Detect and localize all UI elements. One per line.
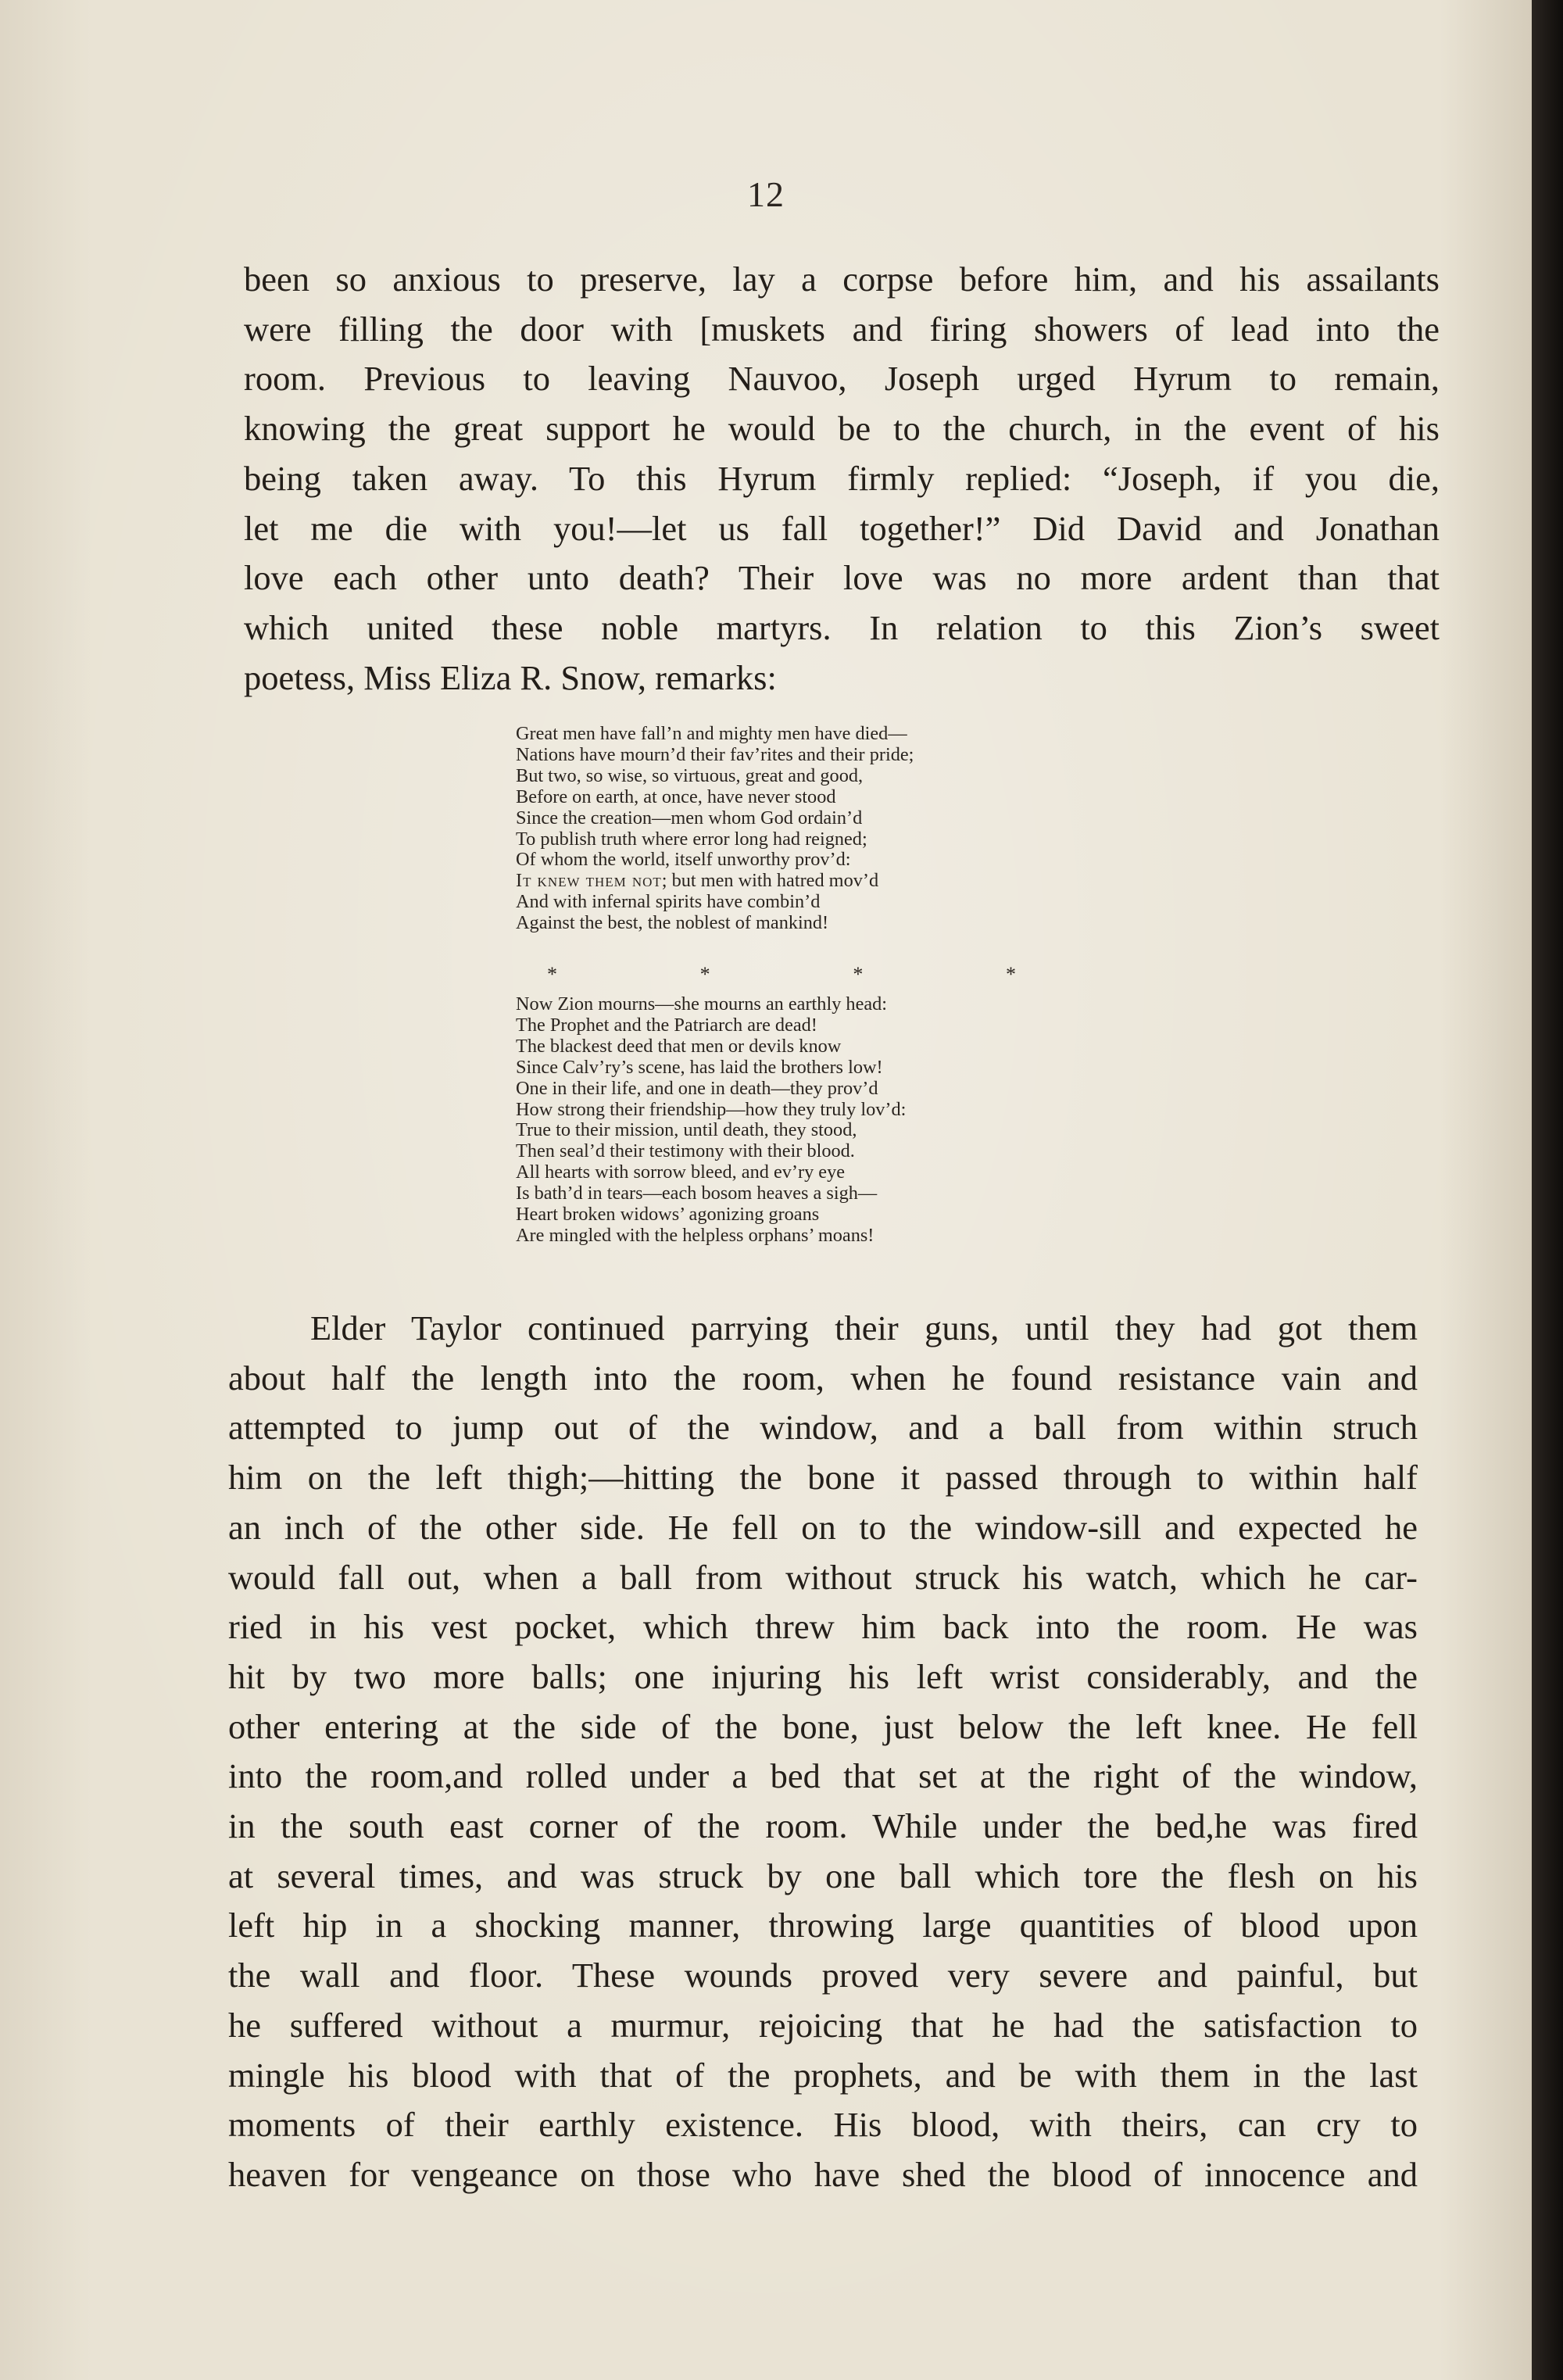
text-line: poetess, Miss Eliza R. Snow, remarks:	[244, 657, 777, 697]
verse-line: The blackest deed that men or devils know	[516, 1035, 842, 1057]
verse-line: Great men have fall’n and mighty men have died—	[516, 723, 907, 744]
text-line: attempted to jump out of the window, and a ball from within struch	[228, 1408, 1418, 1448]
text-line: an inch of the other side. He fell on to the window-sill and expected he	[228, 1507, 1418, 1547]
verse-line: Since the creation—men whom God ordain’d	[516, 807, 863, 829]
verse-line: How strong their friendship—how they truly lov’d:	[516, 1098, 907, 1120]
verse-line: Then seal’d their testimony with their blood.	[516, 1140, 855, 1162]
verse-line: Against the best, the noblest of mankind!	[516, 912, 829, 934]
text-line: been so anxious to preserve, lay a corpse before him, and his assailants	[244, 259, 1440, 299]
text-line: mingle his blood with that of the prophets, and be with them in the last	[228, 2055, 1418, 2095]
verse-line: It knew them not; but men with hatred mov’d	[516, 870, 879, 892]
verse-line: Heart broken widows’ agonizing groans	[516, 1204, 820, 1226]
text-line: love each other unto death? Their love was no more ardent than that	[244, 558, 1440, 598]
verse-line: Since Calv’ry’s scene, has laid the brothers low!	[516, 1056, 883, 1078]
verse-line: But two, so wise, so virtuous, great and good,	[516, 764, 864, 786]
text-line: heaven for vengeance on those who have shed the blood of innocence and	[228, 2154, 1418, 2194]
page-edge-shadow	[1532, 0, 1563, 2380]
text-line: he suffered without a murmur, rejoicing that he had the satisfaction to	[228, 2005, 1418, 2045]
text-line: in the south east corner of the room. While under the bed,he was fired	[228, 1806, 1418, 1846]
verse-line: True to their mission, until death, they stood,	[516, 1119, 857, 1141]
verse-line: Before on earth, at once, have never stood	[516, 786, 836, 807]
verse-line: One in their life, and one in death—they prov’d	[516, 1077, 878, 1099]
poem-stanza-2	[516, 994, 1055, 1247]
text-line: left hip in a shocking manner, throwing large quantities of blood upon	[228, 1906, 1418, 1945]
verse-line: And with infernal spirits have combin’d	[516, 891, 821, 913]
asterisk: *	[1005, 963, 1016, 986]
text-line: into the room,and rolled under a bed that set at the right of the window,	[228, 1756, 1418, 1796]
verse-line: Now Zion mourns—she mourns an earthly head:	[516, 993, 888, 1015]
text-line: being taken away. To this Hyrum firmly replied: “Joseph, if you die,	[244, 458, 1440, 498]
smallcaps-emphasis: It knew them not	[516, 870, 662, 892]
verse-line: Of whom the world, itself unworthy prov’d:	[516, 849, 851, 871]
text-line: were filling the door with [muskets and firing showers of lead into the	[244, 309, 1440, 349]
verse-line: The Prophet and the Patriarch are dead!	[516, 1014, 817, 1036]
text-line: hit by two more balls; one injuring his left wrist considerably, and the	[228, 1656, 1418, 1696]
page-number: 12	[747, 174, 785, 214]
paragraph-1	[244, 255, 1440, 703]
text-line: ried in his vest pocket, which threw him back into the room. He was	[228, 1607, 1418, 1647]
text-line: would fall out, when a ball from without struck his watch, which he car-	[228, 1557, 1418, 1597]
text-line: knowing the great support he would be to the church, in the event of his	[244, 409, 1440, 449]
text-line: at several times, and was struck by one ball which tore the flesh on his	[228, 1856, 1418, 1895]
text-line: let me die with you!—let us fall together!” Did David and Jonathan	[244, 508, 1440, 548]
verse-line: All hearts with sorrow bleed, and ev’ry eye	[516, 1161, 846, 1183]
poem-stanza-1	[516, 724, 1055, 934]
verse-line: Are mingled with the helpless orphans’ moans!	[516, 1224, 874, 1246]
verse-line: To publish truth where error long had reigned;	[516, 828, 867, 850]
asterisk: *	[699, 963, 710, 986]
text-line: Elder Taylor continued parrying their guns, until they had got them	[310, 1308, 1418, 1347]
paragraph-2	[228, 1304, 1418, 2200]
text-line: room. Previous to leaving Nauvoo, Joseph urged Hyrum to remain,	[244, 359, 1440, 399]
asterism-divider	[547, 963, 1016, 986]
text-line: the wall and floor. These wounds proved very severe and painful, but	[228, 1956, 1418, 1995]
text-line: other entering at the side of the bone, just below the left knee. He fell	[228, 1706, 1418, 1746]
verse-line: Nations have mourn’d their fav’rites and their pride;	[516, 743, 914, 765]
text-line: moments of their earthly existence. His blood, with theirs, can cry to	[228, 2105, 1418, 2145]
text-line: him on the left thigh;—hitting the bone it passed through to within half	[228, 1458, 1418, 1498]
verse-line: Is bath’d in tears—each bosom heaves a sigh—	[516, 1183, 878, 1204]
asterisk: *	[853, 963, 864, 986]
text-line: which united these noble martyrs. In relation to this Zion’s sweet	[244, 607, 1440, 647]
text-line: about half the length into the room, when he found resistance vain and	[228, 1358, 1418, 1398]
asterisk: *	[547, 963, 557, 986]
